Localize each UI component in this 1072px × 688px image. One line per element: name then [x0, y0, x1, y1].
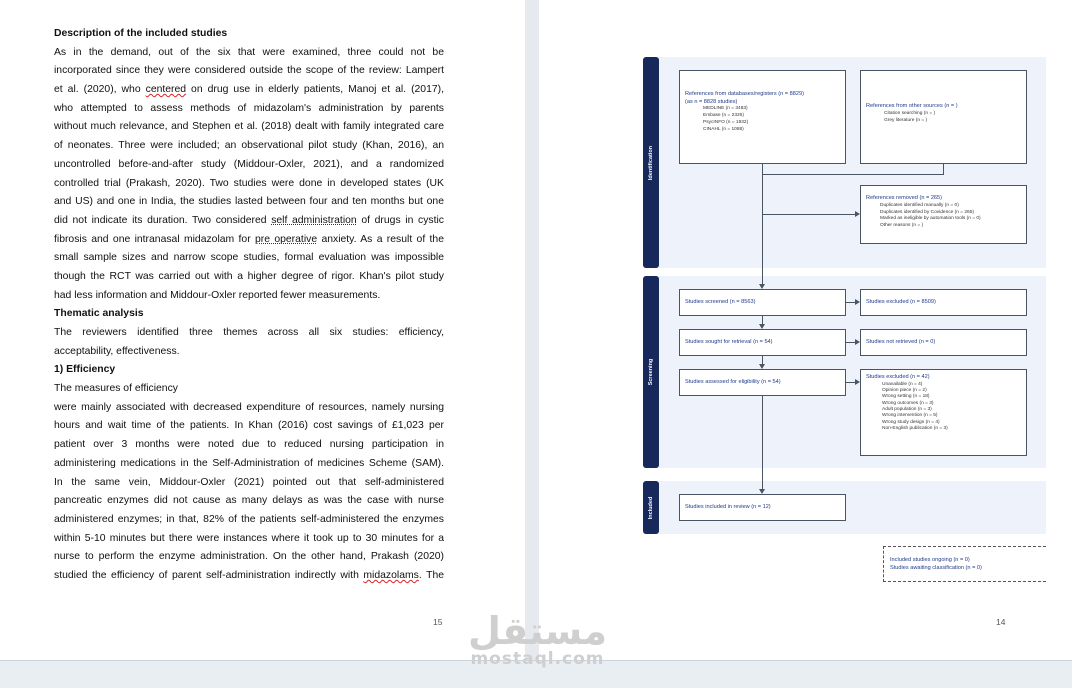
flow-list-item: Grey literature (n = ) — [884, 117, 928, 123]
arrow-right-icon — [855, 299, 860, 305]
connector-line — [943, 164, 944, 174]
studies-excluded-eligibility-box: Studies excluded (n = 42) Unavailable (n = 4) Opinion piece (n = 2) Wrong setting (n = 18) Wrong outcomes (n = 3) Adult population (n = 3) Wrong intervention (n = 5) Wrong study design (n = 4) Non-English publication (n = 3) — [860, 369, 1027, 456]
text-line: acceptability, effectiveness. — [54, 345, 180, 357]
text-line: were mainly associated with decreased expenditure of resources, namely nursing — [54, 401, 444, 413]
flow-list-item: Wrong intervention (n = 5) — [882, 413, 938, 419]
databases-box: References from databases/registers (n = 8829) (as n = 8828 studies) MEDLINE (n = 3483) Embase (n = 2326) PsycINFO (n = 1932) CINAHL (n = 1088) — [679, 70, 846, 164]
text-line: who attempted to assess methods of midazolam's administration by parents — [54, 102, 444, 114]
flow-list-item: Opinion piece (n = 2) — [882, 387, 927, 393]
page-number-left: 15 — [433, 617, 443, 627]
connector-line — [846, 302, 855, 303]
connector-line — [762, 356, 763, 364]
studies-screened-box: Studies screened (n = 8563) — [679, 289, 846, 316]
watermark-latin: mostaql.com — [470, 649, 605, 669]
text-line: incorporated since they were considered outside the scope of the review: Lampert — [54, 65, 444, 77]
connector-line — [846, 382, 855, 383]
text-line: though the RCT was carried out with a higher degree of rigor. Khan's pilot study — [54, 270, 444, 282]
connector-line — [762, 396, 763, 489]
flow-list-item: Duplicates identified manually (n = 0) — [880, 202, 959, 208]
section-heading: Description of the included studies — [54, 28, 228, 39]
flow-list-item: Adult population (n = 3) — [882, 407, 932, 413]
text-line: The reviewers identified three themes across all six studies: efficiency, — [54, 327, 444, 338]
connector-line — [762, 174, 944, 175]
studies-included-box: Studies included in review (n = 12) — [679, 494, 846, 521]
text-line: of neonates. Three were included; an observational pilot study (Khan, 2016), an — [54, 140, 444, 152]
connector-line — [762, 164, 763, 284]
text-line: As in the demand, out of the six that were examined, three could not be — [54, 46, 444, 58]
flow-list-item: Wrong setting (n = 18) — [882, 394, 930, 400]
text-line: patient over 3 months were noted due to reduced nursing participation in — [54, 439, 444, 451]
body-text — [54, 25, 444, 586]
flow-list-item: Citation searching (n = ) — [884, 110, 936, 116]
text-line: hours and wait time of the patients. In Khan (2016) cost savings of £1,023 per — [54, 420, 444, 432]
text-line: studied the efficiency of parent self-administration indirectly with midazolams. The — [54, 569, 444, 581]
text-line: administered enzymes; in that, 82% of the patients self-administered the enzymes — [54, 513, 444, 525]
text-line: small sample sizes and narrow scope studies, formal evaluation was impossible — [54, 252, 444, 264]
connector-line — [762, 214, 855, 215]
text-line: fibrosis and one intranasal midazolam for pre operative anxiety. As a result of the — [54, 233, 444, 245]
arrow-right-icon — [855, 379, 860, 385]
page-number-right: 14 — [996, 617, 1006, 627]
text-line: had less information and Middour-Oxler reported fewer measurements. — [54, 289, 381, 301]
arrow-right-icon — [855, 339, 860, 345]
section-heading: Thematic analysis — [54, 308, 144, 320]
arrow-down-icon — [759, 324, 765, 329]
text-line: did not indicate its duration. Two considered self administration of drugs in cystic — [54, 214, 444, 226]
flow-list-item: CINAHL (n = 1088) — [703, 126, 744, 132]
flow-list-item: Wrong outcomes (n = 3) — [882, 400, 934, 406]
flow-list-item: Non-English publication (n = 3) — [882, 426, 948, 432]
studies-retrieval-box: Studies sought for retrieval (n = 54) — [679, 329, 846, 356]
flow-list-item: Other reasons (n = ) — [880, 223, 924, 229]
flow-list-item: Wrong study design (n = 4) — [882, 419, 940, 425]
connector-line — [762, 316, 763, 324]
connector-line — [846, 342, 855, 343]
screening-section-label: Screening — [643, 276, 659, 468]
text-line: uncontrolled before-and-after study (Middour-Oxler, 2021), and a randomized — [54, 158, 444, 170]
arrow-down-icon — [759, 489, 765, 494]
arrow-down-icon — [759, 284, 765, 289]
text-line: The measures of efficiency — [54, 383, 178, 395]
flow-list-item: Marked as ineligible by automation tools (n = 0) — [880, 216, 981, 222]
text-line: administering medications in the Self-Administration of medicines Scheme (SAM). — [54, 457, 444, 469]
section-heading: 1) Efficiency — [54, 364, 116, 376]
text-line: In the same vein, Middour-Oxler (2021) pointed out that self-administered — [54, 476, 444, 488]
flow-list-item: MEDLINE (n = 3483) — [703, 106, 748, 112]
watermark-arabic: مستقل — [468, 609, 607, 653]
flow-list-item: PsycINFO (n = 1932) — [703, 120, 749, 125]
text-line: pancreatic enzymes did not cause as many delays as was the case with nurse — [54, 495, 444, 507]
studies-eligibility-box: Studies assessed for eligibility (n = 54) — [679, 369, 846, 396]
studies-excluded-box: Studies excluded (n = 8509) — [860, 289, 1027, 316]
references-removed-box: References removed (n = 265) Duplicates identified manually (n = 0) Duplicates identified by Covidence (n = 265) Marked as ineligible by automation tools (n = 0) Other reasons (n = ) — [860, 185, 1027, 244]
flow-list-item: Unavailable (n = 4) — [882, 381, 923, 387]
mostaql-watermark — [468, 609, 607, 669]
arrow-down-icon — [759, 364, 765, 369]
studies-not-retrieved-box: Studies not retrieved (n = 0) — [860, 329, 1027, 356]
text-line: et al. (2020), who centered on drug use in elderly patients, Manoj et al. (2017), — [54, 84, 444, 96]
text-line: controlled trial (Prakash, 2020). Two studies were done in developed states (UK — [54, 177, 444, 189]
flow-list-item: Embase (n = 2326) — [703, 113, 744, 119]
identification-section-label: Identification — [643, 57, 659, 268]
text-line: within 5-10 minutes but there were instances where it took up to 30 minutes for a — [54, 532, 444, 544]
included-section-label: Included — [643, 481, 659, 534]
text-line: without much relevance, and Stephen et al. (2018) dealt with family integrated care — [54, 121, 444, 133]
flow-list-item: Duplicates identified by Covidence (n = 265) — [880, 209, 974, 215]
text-line: nurse to perform the enzyme administration. On the other hand, Prakash (2020) — [54, 551, 444, 563]
text-line: and US) and one in India, the studies lasted between four and ten months but one — [54, 196, 444, 208]
arrow-right-icon — [855, 211, 860, 217]
other-sources-box: References from other sources (n = ) Citation searching (n = ) Grey literature (n = ) — [860, 70, 1027, 164]
ongoing-awaiting-box: Included studies ongoing (n = 0) Studies awaiting classification (n = 0) — [883, 546, 1046, 582]
